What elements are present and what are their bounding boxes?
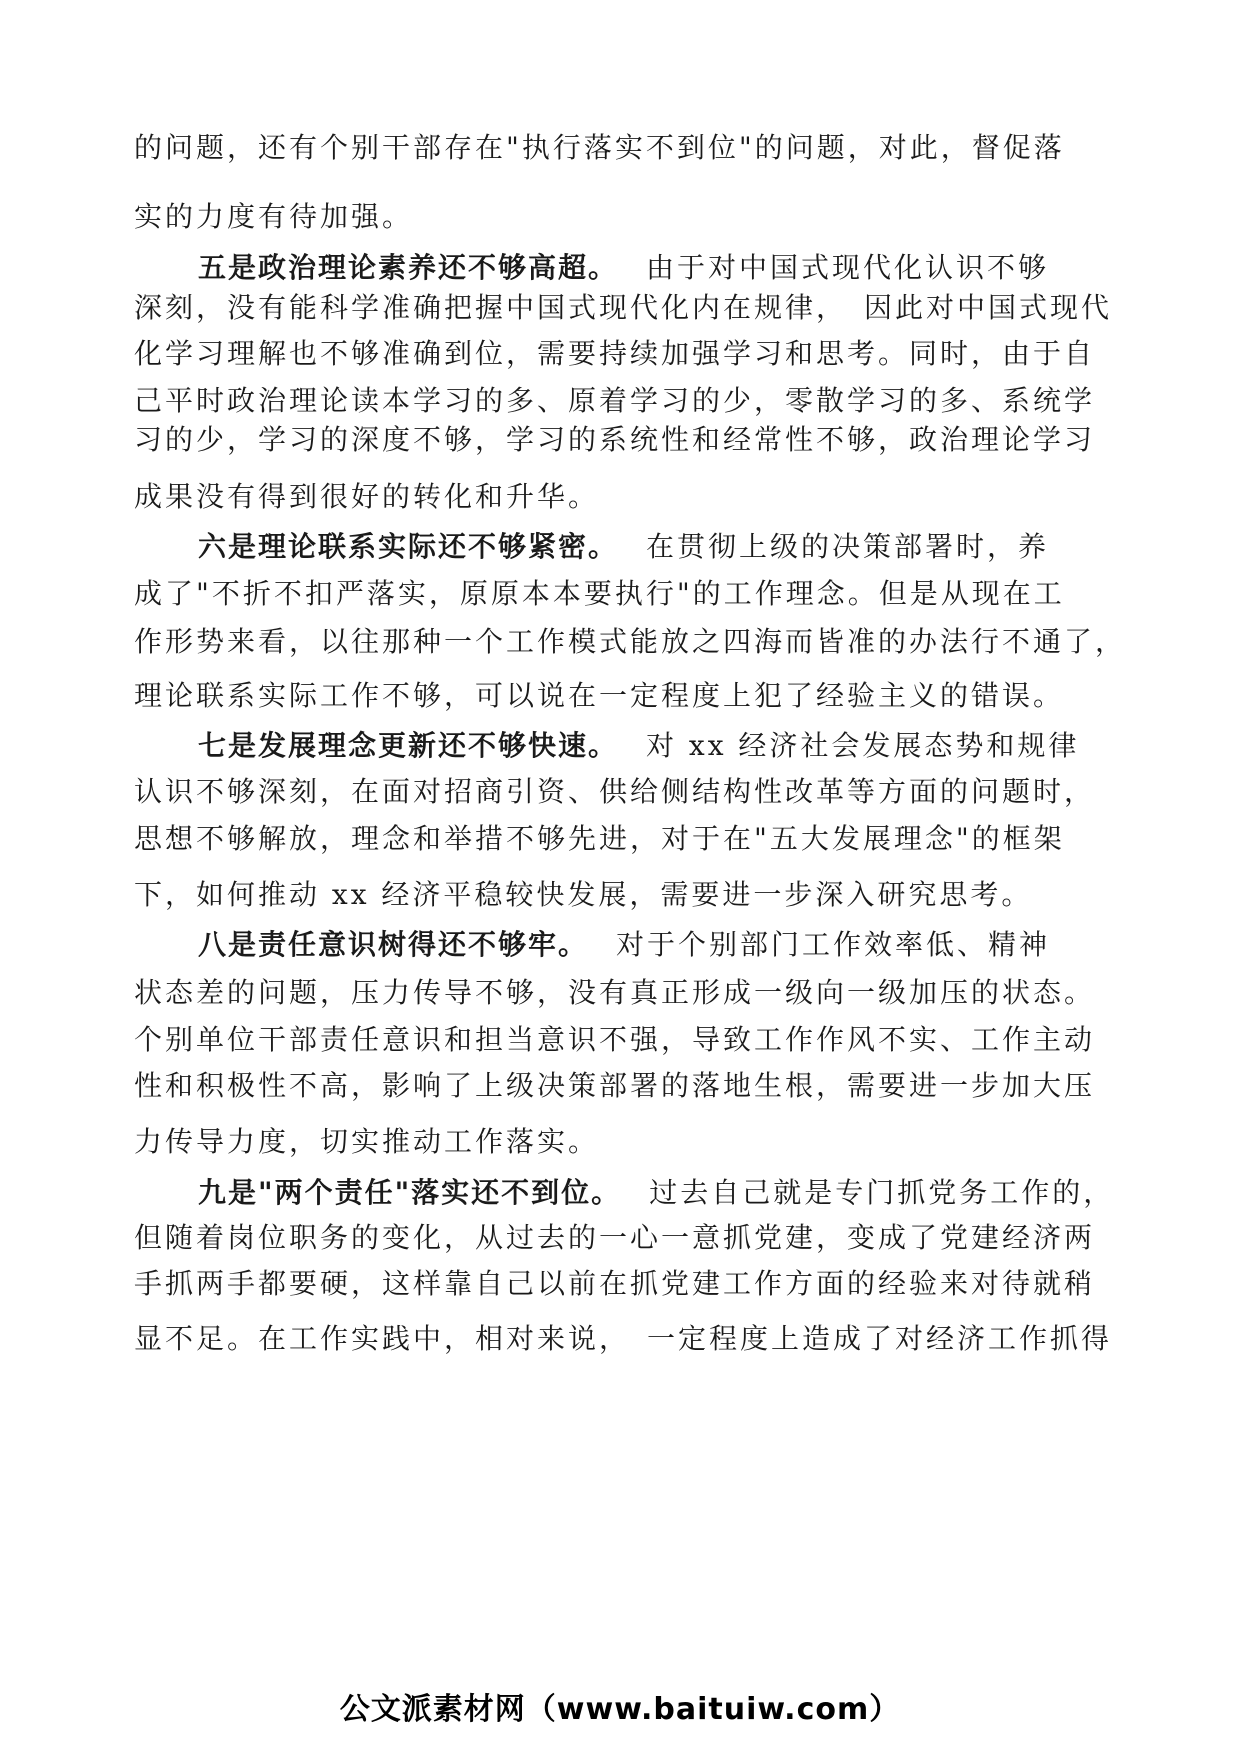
body-line: 的问题，还有个别干部存在"执行落实不到位"的问题，对此，督促落 [134, 131, 1065, 164]
body-line: 己平时政治理论读本学习的多、原着学习的少，零散学习的多、系统学 [134, 384, 1096, 417]
body-line: 思想不够解放，理念和举措不够先进，对于在"五大发展理念"的框架 [134, 822, 1065, 855]
footer-watermark: 公文派素材网（www.baituiw.com） [339, 1692, 901, 1727]
body-line: 手抓两手都要硬，这样靠自己以前在抓党建工作方面的经验来对待就稍 [134, 1267, 1096, 1300]
section-heading: 六是理论联系实际还不够紧密。 [198, 530, 619, 563]
body-line: 显不足。在工作实践中，相对来说， 一定程度上造成了对经济工作抓得 [134, 1322, 1113, 1355]
paragraph-first-line [198, 248, 1188, 288]
paragraph-first-line [198, 527, 1188, 567]
body-line: 成了"不折不扣严落实，原原本本要执行"的工作理念。但是从现在工 [134, 577, 1065, 610]
body-line: 成果没有得到很好的转化和升华。 [134, 480, 600, 513]
section-heading: 七是发展理念更新还不够快速。 [198, 729, 619, 762]
paragraph-first-line [198, 726, 1188, 766]
body-line: 力传导力度，切实推动工作落实。 [134, 1125, 600, 1158]
body-text: 由于对中国式现代化认识不够 [646, 251, 1050, 284]
body-line: 习的少，学习的深度不够，学习的系统性和经常性不够，政治理论学习 [134, 423, 1096, 456]
body-line: 下，如何推动 xx 经济平稳较快发展，需要进一步深入研究思考。 [134, 878, 1033, 911]
body-line: 作形势来看，以往那种一个工作模式能放之四海而皆准的办法行不通了， [134, 625, 1127, 658]
body-line: 实的力度有待加强。 [134, 200, 414, 233]
section-heading: 九是"两个责任"落实还不到位。 [198, 1176, 622, 1209]
body-line: 性和积极性不高，影响了上级决策部署的落地生根，需要进一步加大压 [134, 1069, 1096, 1102]
section-heading: 八是责任意识树得还不够牢。 [198, 928, 589, 961]
body-line: 认识不够深刻，在面对招商引资、供给侧结构性改革等方面的问题时， [134, 775, 1096, 808]
body-text: 过去自己就是专门抓党务工作的， [649, 1176, 1115, 1209]
body-line: 个别单位干部责任意识和担当意识不强，导致工作作风不实、工作主动 [134, 1023, 1096, 1056]
body-line: 状态差的问题，压力传导不够，没有真正形成一级向一级加压的状态。 [134, 976, 1096, 1009]
body-text: 在贯彻上级的决策部署时，养 [646, 530, 1050, 563]
paragraph-first-line [198, 1173, 1188, 1213]
paragraph-first-line [198, 925, 1188, 965]
body-text: 对 xx 经济社会发展态势和规律 [646, 729, 1080, 762]
body-line: 深刻，没有能科学准确把握中国式现代化内在规律， 因此对中国式现代 [134, 291, 1113, 324]
body-line: 化学习理解也不够准确到位，需要持续加强学习和思考。同时，由于自 [134, 337, 1096, 370]
body-text: 对于个别部门工作效率低、精神 [616, 928, 1051, 961]
body-line: 理论联系实际工作不够，可以说在一定程度上犯了经验主义的错误。 [134, 679, 1065, 712]
section-heading: 五是政治理论素养还不够高超。 [198, 251, 619, 284]
body-line: 但随着岗位职务的变化，从过去的一心一意抓党建，变成了党建经济两 [134, 1221, 1096, 1254]
